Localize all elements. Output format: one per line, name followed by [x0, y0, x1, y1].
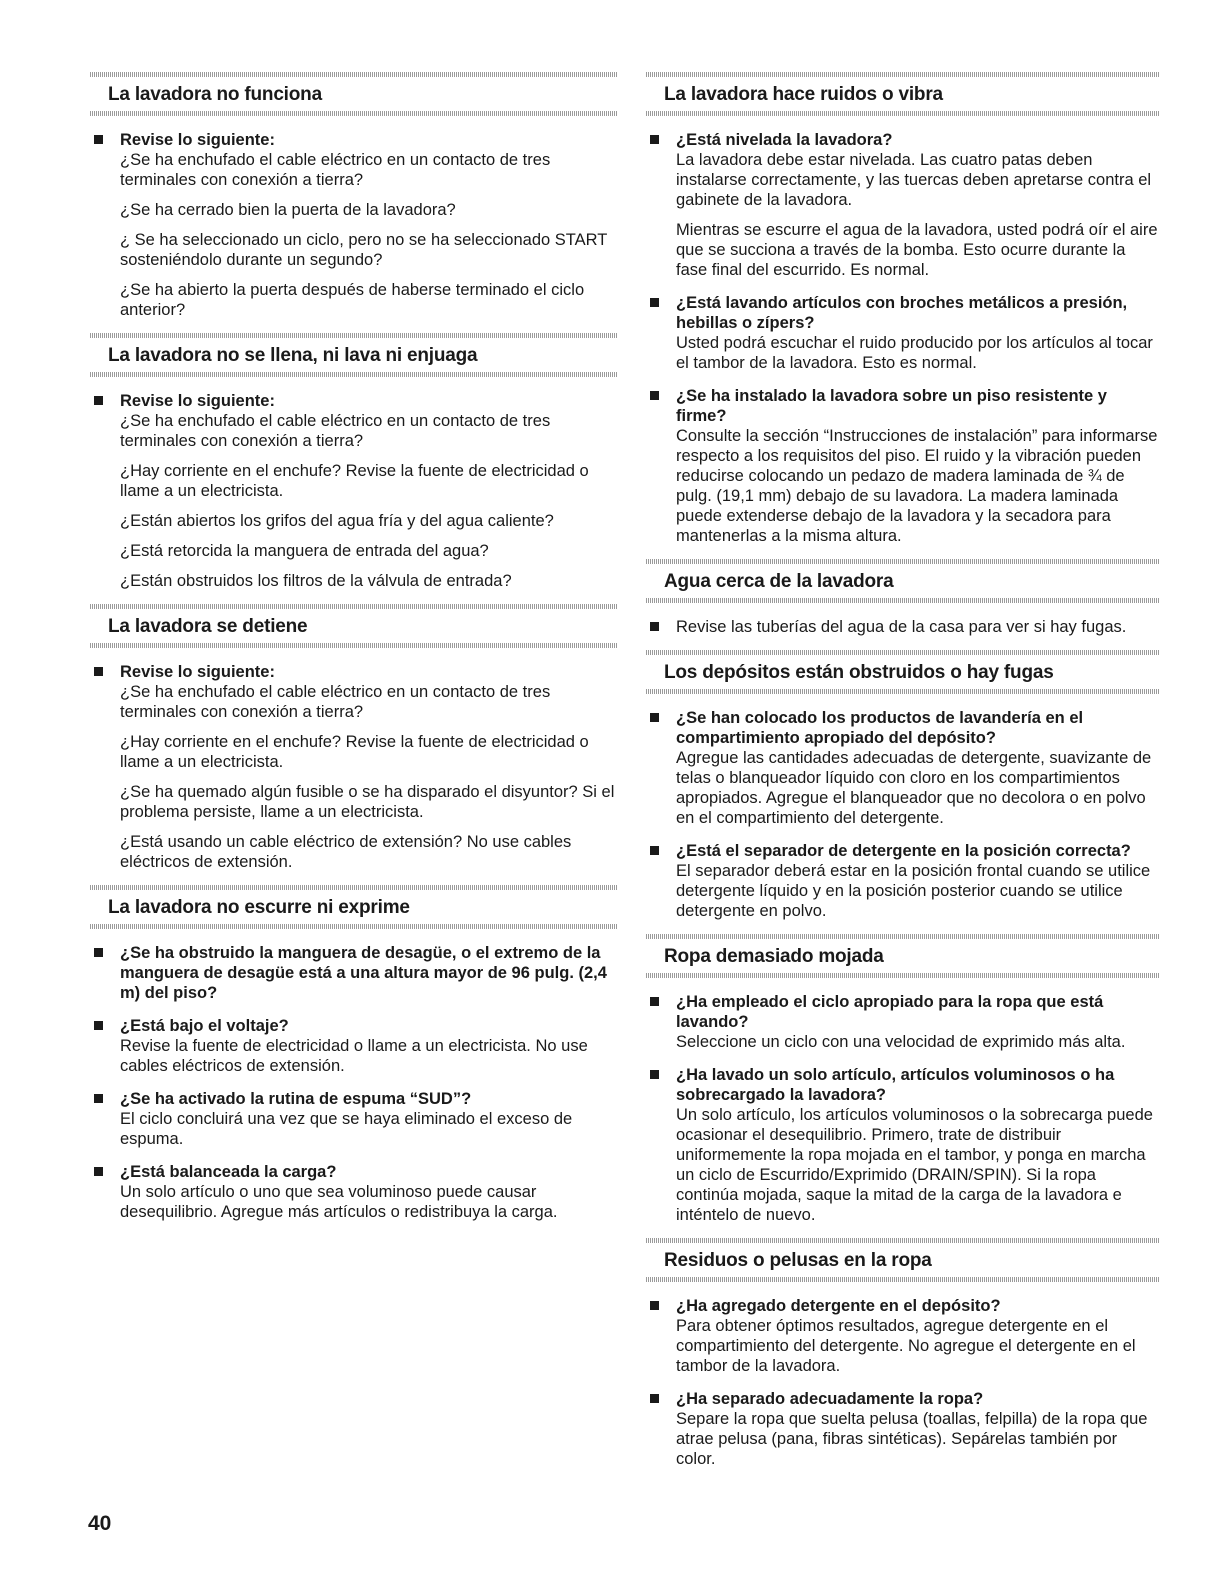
square-bullet-icon — [650, 135, 659, 144]
page-number: 40 — [88, 1512, 112, 1535]
section-title: Los depósitos están obstruidos o hay fugas — [646, 650, 1160, 694]
item-paragraph: ¿Se ha enchufado el cable eléctrico en un contacto de tres terminales con conexión a tierra? — [120, 683, 551, 721]
item-paragraph: Agregue las cantidades adecuadas de detergente, suavizante de telas o blanqueador líquido con cloro en los compartimientos apropiados. Agregue el blanqueador que no decolora o en polvo en el compartimiento del detergente. — [676, 749, 1152, 827]
section-title: Residuos o pelusas en la ropa — [646, 1238, 1160, 1282]
item-paragraph: Separe la ropa que suelta pelusa (toallas, felpilla) de la ropa que atrae pelusa (pana, fibras sintéticas). Sepárelas también por color. — [676, 1410, 1148, 1468]
item-question: ¿Se ha obstruido la manguera de desagüe, o el extremo de la manguera de desagüe está a una altura mayor de 96 pulg. (2,4 m) del piso? — [120, 944, 607, 1002]
item-paragraph: Revise la fuente de electricidad o llame a un electricista. No use cables eléctricos de extensión. — [120, 1037, 588, 1075]
troubleshooting-item — [90, 1162, 618, 1222]
troubleshooting-item — [90, 130, 618, 320]
square-bullet-icon — [94, 667, 103, 676]
item-paragraph: El separador deberá estar en la posición frontal cuando se utilice detergente líquido y en la posición posterior cuando se utilice detergente en polvo. — [676, 862, 1151, 920]
item-question: ¿Se ha activado la rutina de espuma “SUD”? — [120, 1090, 472, 1108]
item-question: ¿Se ha instalado la lavadora sobre un piso resistente y firme? — [676, 387, 1107, 425]
item-question: ¿Está nivelada la lavadora? — [676, 131, 893, 149]
section-la-lavadora-no-escurre-ni-exprime — [90, 885, 618, 1222]
section-title: Ropa demasiado mojada — [646, 934, 1160, 978]
item-paragraph: ¿Están obstruidos los filtros de la válvula de entrada? — [120, 572, 512, 590]
square-bullet-icon — [650, 713, 659, 722]
section-residuos-o-pelusas-en-la-ropa — [646, 1238, 1160, 1469]
section-title: La lavadora no funciona — [90, 72, 618, 116]
item-paragraph: Un solo artículo o uno que sea voluminoso puede causar desequilibrio. Agregue más artículos o redistribuya la carga. — [120, 1183, 558, 1221]
section-title: La lavadora no escurre ni exprime — [90, 885, 618, 929]
item-paragraph: ¿Se ha abierto la puerta después de haberse terminado el ciclo anterior? — [120, 281, 585, 319]
item-question: ¿Está bajo el voltaje? — [120, 1017, 289, 1035]
troubleshooting-item — [646, 617, 1160, 637]
item-question: Revise lo siguiente: — [120, 131, 275, 149]
square-bullet-icon — [94, 1094, 103, 1103]
item-question: ¿Ha lavado un solo artículo, artículos voluminosos o ha sobrecargado la lavadora? — [676, 1066, 1115, 1104]
item-paragraph: ¿Se ha quemado algún fusible o se ha disparado el disyuntor? Si el problema persiste, llame a un electricista. — [120, 783, 615, 821]
item-paragraph: ¿Se ha enchufado el cable eléctrico en un contacto de tres terminales con conexión a tierra? — [120, 412, 551, 450]
item-paragraph: Revise las tuberías del agua de la casa para ver si hay fugas. — [676, 618, 1127, 636]
section-los-depositos-estan-obstruidos-o-hay-fugas — [646, 650, 1160, 921]
troubleshooting-item — [90, 1016, 618, 1076]
section-la-lavadora-no-funciona — [90, 72, 618, 320]
section-la-lavadora-hace-ruidos-o-vibra — [646, 72, 1160, 546]
item-question: Revise lo siguiente: — [120, 392, 275, 410]
right-column — [646, 72, 1160, 1482]
square-bullet-icon — [650, 391, 659, 400]
troubleshooting-item — [90, 391, 618, 591]
square-bullet-icon — [650, 1301, 659, 1310]
section-title: Agua cerca de la lavadora — [646, 559, 1160, 603]
troubleshooting-item — [646, 708, 1160, 828]
item-question: ¿Ha agregado detergente en el depósito? — [676, 1297, 1001, 1315]
square-bullet-icon — [94, 948, 103, 957]
section-la-lavadora-no-se-llena-ni-lava-ni-enjuaga — [90, 333, 618, 591]
item-question: ¿Se han colocado los productos de lavandería en el compartimiento apropiado del depósito? — [676, 709, 1084, 747]
square-bullet-icon — [94, 1167, 103, 1176]
troubleshooting-item — [646, 293, 1160, 373]
item-question: ¿Está el separador de detergente en la posición correcta? — [676, 842, 1131, 860]
item-paragraph: La lavadora debe estar nivelada. Las cuatro patas deben instalarse correctamente, y las tuercas deben apretarse contra el gabinete de la lavadora. — [676, 151, 1152, 209]
item-paragraph: Usted podrá escuchar el ruido producido por los artículos al tocar el tambor de la lavadora. Esto es normal. — [676, 334, 1153, 372]
item-paragraph: ¿Se ha enchufado el cable eléctrico en un contacto de tres terminales con conexión a tierra? — [120, 151, 551, 189]
item-question: ¿Ha separado adecuadamente la ropa? — [676, 1390, 984, 1408]
item-paragraph: Seleccione un ciclo con una velocidad de exprimido más alta. — [676, 1033, 1126, 1051]
square-bullet-icon — [650, 997, 659, 1006]
troubleshooting-item — [90, 662, 618, 872]
item-question: ¿Está balanceada la carga? — [120, 1163, 337, 1181]
section-title: La lavadora hace ruidos o vibra — [646, 72, 1160, 116]
item-paragraph: Mientras se escurre el agua de la lavadora, usted podrá oír el aire que se succiona a través de la bomba. Esto ocurre durante la fase final del escurrido. Es normal. — [676, 221, 1158, 279]
item-paragraph: ¿Está retorcida la manguera de entrada del agua? — [120, 542, 489, 560]
troubleshooting-item — [646, 1296, 1160, 1376]
item-question: Revise lo siguiente: — [120, 663, 275, 681]
item-paragraph: Un solo artículo, los artículos voluminosos o la sobrecarga puede ocasionar el desequilibrio. Primero, trate de distribuir uniformemente la ropa mojada en el tambor, y ponga en marcha un ciclo de Escurrido/Exprimido (DRAIN/SPIN). Si la ropa continúa mojada, saque la mitad de la carga de la lavadora e inténtelo de nuevo. — [676, 1106, 1153, 1224]
item-question: ¿Está lavando artículos con broches metálicos a presión, hebillas o zípers? — [676, 294, 1128, 332]
troubleshooting-item — [90, 1089, 618, 1149]
square-bullet-icon — [650, 298, 659, 307]
troubleshooting-item — [646, 1065, 1160, 1225]
square-bullet-icon — [650, 622, 659, 631]
section-title: La lavadora no se llena, ni lava ni enjuaga — [90, 333, 618, 377]
item-paragraph: ¿Están abiertos los grifos del agua fría y del agua caliente? — [120, 512, 554, 530]
item-paragraph: Consulte la sección “Instrucciones de instalación” para informarse respecto a los requisitos del piso. El ruido y la vibración pueden reducirse colocando un pedazo de madera laminada de ¾ de pulg. (19,1 mm) debajo de su lavadora. La madera laminada puede extenderse debajo de la lavadora y la secadora para mantenerlas a la misma altura. — [676, 427, 1158, 545]
item-paragraph: ¿Se ha cerrado bien la puerta de la lavadora? — [120, 201, 456, 219]
left-column — [90, 72, 618, 1235]
section-la-lavadora-se-detiene — [90, 604, 618, 872]
section-agua-cerca-de-la-lavadora — [646, 559, 1160, 637]
square-bullet-icon — [650, 1394, 659, 1403]
square-bullet-icon — [94, 135, 103, 144]
item-paragraph: ¿ Se ha seleccionado un ciclo, pero no se ha seleccionado START sosteniéndolo durante un segundo? — [120, 231, 608, 269]
troubleshooting-item — [646, 1389, 1160, 1469]
troubleshooting-item — [646, 992, 1160, 1052]
item-paragraph: Para obtener óptimos resultados, agregue detergente en el compartimiento del detergente. No agregue el detergente en el tambor de la lavadora. — [676, 1317, 1136, 1375]
section-ropa-demasiado-mojada — [646, 934, 1160, 1225]
square-bullet-icon — [650, 846, 659, 855]
square-bullet-icon — [650, 1070, 659, 1079]
item-paragraph: ¿Hay corriente en el enchufe? Revise la fuente de electricidad o llame a un electricista. — [120, 462, 589, 500]
section-title: La lavadora se detiene — [90, 604, 618, 648]
item-paragraph: ¿Hay corriente en el enchufe? Revise la fuente de electricidad o llame a un electricista. — [120, 733, 589, 771]
troubleshooting-item — [646, 386, 1160, 546]
square-bullet-icon — [94, 396, 103, 405]
troubleshooting-item — [646, 841, 1160, 921]
item-paragraph: ¿Está usando un cable eléctrico de extensión? No use cables eléctricos de extensión. — [120, 833, 572, 871]
troubleshooting-item — [646, 130, 1160, 280]
square-bullet-icon — [94, 1021, 103, 1030]
troubleshooting-item — [90, 943, 618, 1003]
item-paragraph: El ciclo concluirá una vez que se haya eliminado el exceso de espuma. — [120, 1110, 573, 1148]
item-question: ¿Ha empleado el ciclo apropiado para la ropa que está lavando? — [676, 993, 1104, 1031]
